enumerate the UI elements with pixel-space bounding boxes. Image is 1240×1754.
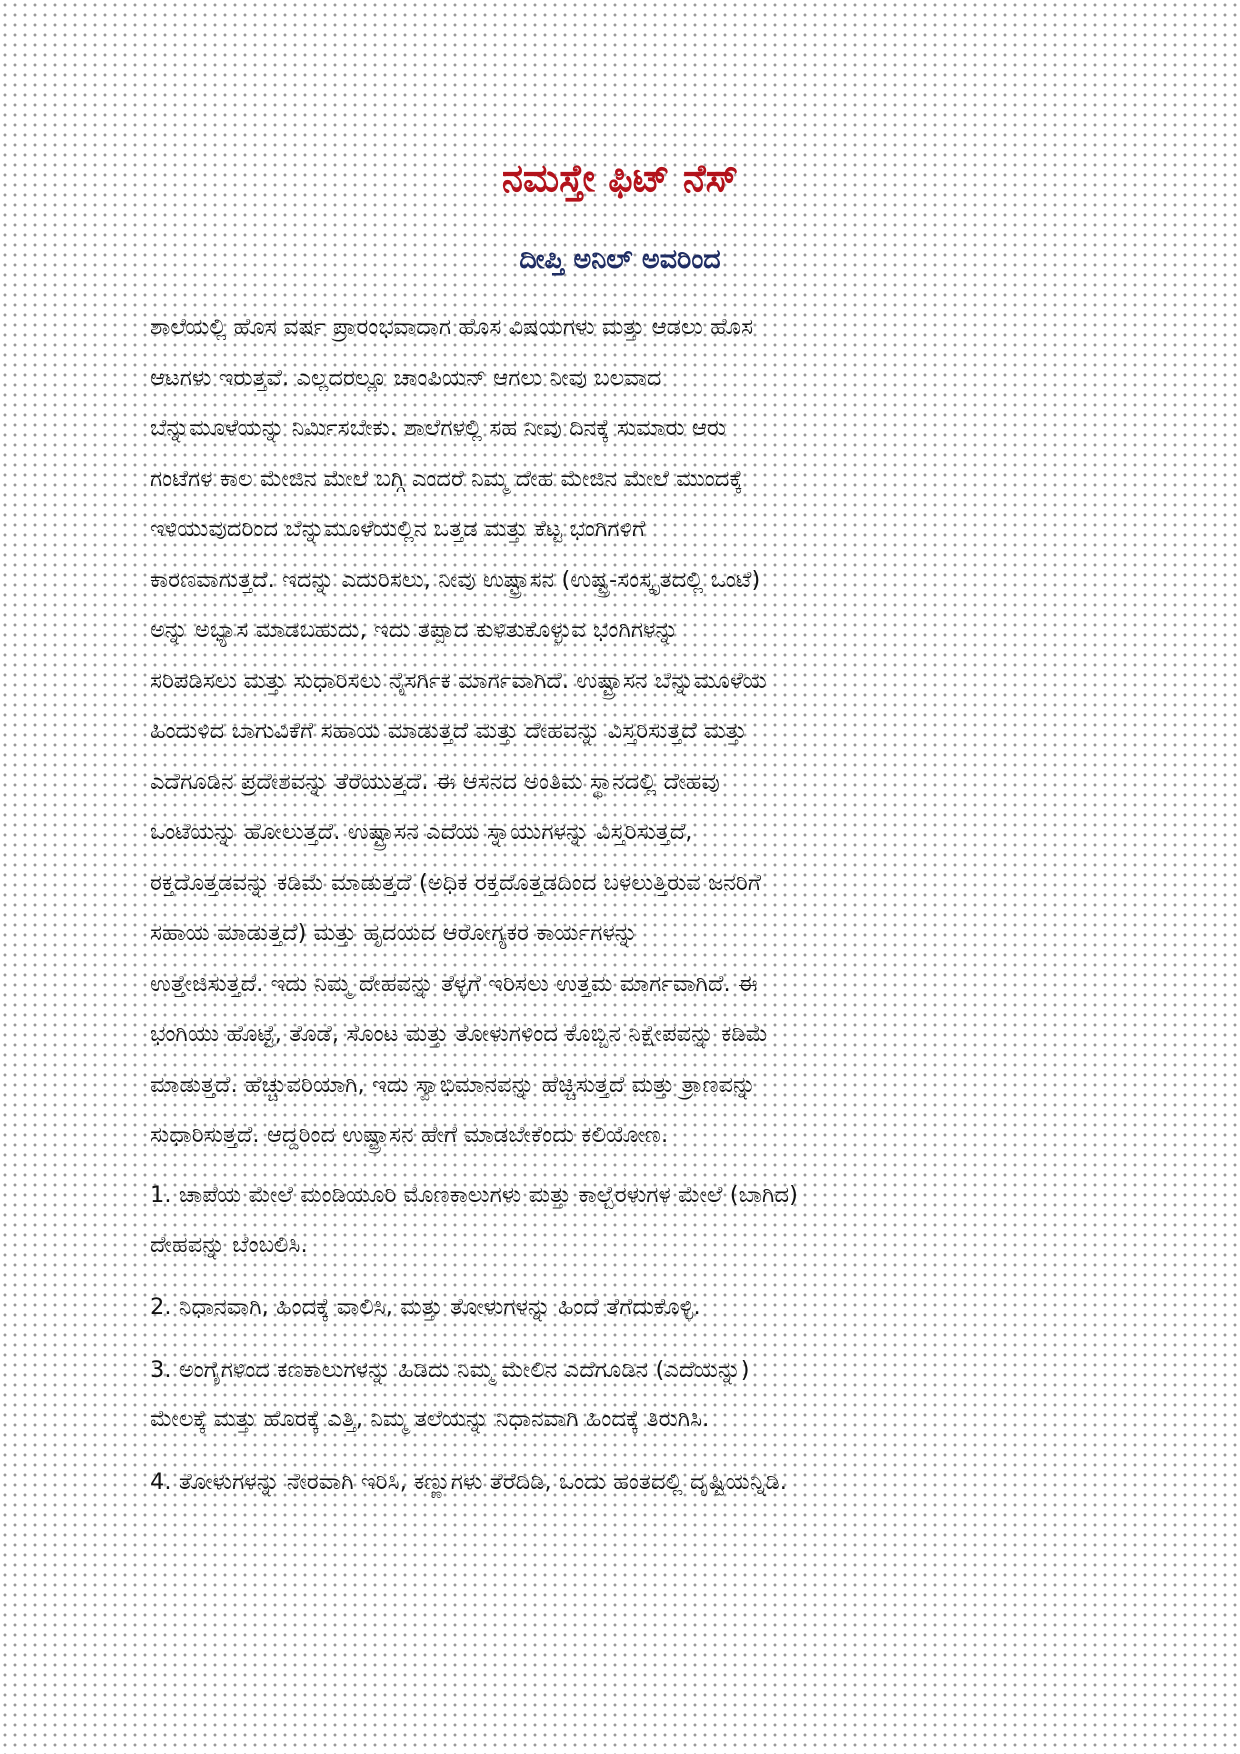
paragraph-line: ಸಹಾಯ ಮಾಡುತ್ತದೆ) ಮತ್ತು ಹೃದಯದ ಆರೋಗ್ಯಕರ ಕಾರ್ಯಗಳನ್ನು <box>150 920 638 946</box>
step-line: ದೇಹವನ್ನು ಬೆಂಬಲಿಸಿ. <box>150 1231 308 1258</box>
paragraph-line: ಬೆನ್ನುಮೂಳೆಯನ್ನು ನಿರ್ಮಿಸಬೇಕು. ಶಾಲೆಗಳಲ್ಲಿ ಸಹ ನೀವು ದಿನಕ್ಕೆ ಸುಮಾರು ಆರು <box>150 415 727 441</box>
paragraph-line: ಅನ್ನು ಅಭ್ಯಾಸ ಮಾಡಬಹುದು, ಇದು ತಪ್ಪಾದ ಕುಳಿತುಕೊಳ್ಳುವ ಭಂಗಿಗಳನ್ನು <box>150 617 679 643</box>
step-line: ಮೇಲಕ್ಕೆ ಮತ್ತು ಹೊರಕ್ಕೆ ಎತ್ತಿ, ನಿಮ್ಮ ತಲೆಯನ್ನು ನಿಧಾನವಾಗಿ ಹಿಂದಕ್ಕೆ ತಿರುಗಿಸಿ. <box>150 1406 710 1432</box>
pose-step-4 <box>150 1458 1090 1508</box>
paragraph-line: ಮಾಡುತ್ತದೆ. ಹೆಚ್ಚುವರಿಯಾಗಿ, ಇದು ಸ್ವಾಭಿಮಾನವನ್ನು ಹೆಚ್ಚಿಸುತ್ತದೆ ಮತ್ತು ತ್ರಾಣವನ್ನು <box>150 1071 756 1098</box>
pose-step-1 <box>150 1171 1090 1270</box>
paragraph-line: ಕಾರಣವಾಗುತ್ತದೆ. ಇದನ್ನು ಎದುರಿಸಲು, ನೀವು ಉಷ್ಟ್ರಾಸನ (ಉಷ್ಟ್ರ-ಸಂಸ್ಕೃತದಲ್ಲಿ ಒಂಟೆ) <box>150 566 761 593</box>
pose-step-2 <box>150 1283 1090 1333</box>
paragraph-line: ಶಾಲೆಯಲ್ಲಿ ಹೊಸ ವರ್ಷ ಪ್ರಾರಂಭವಾದಾಗ ಹೊಸ ವಿಷಯಗಳು ಮತ್ತು ಆಡಲು ಹೊಸ <box>150 314 754 340</box>
article-paragraph <box>150 302 1090 1161</box>
paragraph-line: ಗಂಟೆಗಳ ಕಾಲ ಮೇಜಿನ ಮೇಲೆ ಬಗ್ಗಿ ಎಂದರೆ ನಿಮ್ಮ ದೇಹ ಮೇಜಿನ ಮೇಲೆ ಮುಂದಕ್ಕೆ <box>150 465 743 492</box>
step-line: 1. ಚಾಪೆಯ ಮೇಲೆ ಮಂಡಿಯೂರಿ ಮೊಣಕಾಲುಗಳು ಮತ್ತು ಕಾಲ್ಬೆರಳುಗಳ ಮೇಲೆ (ಬಾಗಿದ) <box>150 1182 798 1208</box>
document-title: ನಮಸ್ತೇ ಫಿಟ್ ನೆಸ್ <box>501 156 739 200</box>
paragraph-line: ಎದೆಗೂಡಿನ ಪ್ರದೇಶವನ್ನು ತೆರೆಯುತ್ತದೆ. ಈ ಆಸನದ ಅಂತಿಮ ಸ್ಥಾನದಲ್ಲಿ ದೇಹವು <box>150 768 720 795</box>
author-byline: ದೀಪ್ತಿ ಅನಿಲ್ ಅವರಿಂದ <box>519 244 721 275</box>
paragraph-line: ಹಿಂದುಳಿದ ಬಾಗುವಿಕೆಗೆ ಸಹಾಯ ಮಾಡುತ್ತದೆ ಮತ್ತು ದೇಹವನ್ನು ವಿಸ್ತರಿಸುತ್ತದೆ ಮತ್ತು <box>150 718 747 744</box>
pose-step-3 <box>150 1346 1090 1445</box>
step-line: 2. ನಿಧಾನವಾಗಿ, ಹಿಂದಕ್ಕೆ ವಾಲಿಸಿ, ಮತ್ತು ತೋಳುಗಳನ್ನು ಹಿಂದೆ ತೆಗೆದುಕೊಳ್ಳಿ. <box>150 1294 701 1320</box>
step-line: 3. ಅಂಗೈಗಳಿಂದ ಕಣಕಾಲುಗಳನ್ನು ಹಿಡಿದು ನಿಮ್ಮ ಮೇಲಿನ ಎದೆಗೂಡಿನ (ಎದೆಯನ್ನು) <box>150 1356 750 1383</box>
paragraph-line: ಭಂಗಿಯು ಹೊಟ್ಟೆ, ತೊಡೆ, ಸೊಂಟ ಮತ್ತು ತೋಳುಗಳಿಂದ ಕೊಬ್ಬಿನ ನಿಕ್ಷೇಪವನ್ನು ಕಡಿಮೆ <box>150 1021 769 1047</box>
paragraph-line: ರಕ್ತದೊತ್ತಡವನ್ನು ಕಡಿಮೆ ಮಾಡುತ್ತದೆ (ಅಧಿಕ ರಕ್ತದೊತ್ತಡದಿಂದ ಬಳಲುತ್ತಿರುವ ಜನರಿಗೆ <box>150 869 762 896</box>
paragraph-line: ಇಳಿಯುವುದರಿಂದ ಬೆನ್ನುಮೂಳೆಯಲ್ಲಿನ ಒತ್ತಡ ಮತ್ತು ಕೆಟ್ಟ ಭಂಗಿಗಳಿಗೆ <box>150 516 646 542</box>
paragraph-line: ಸರಿಪಡಿಸಲು ಮತ್ತು ಸುಧಾರಿಸಲು ನೈಸರ್ಗಿಕ ಮಾರ್ಗವಾಗಿದೆ. ಉಷ್ಟ್ರಾಸನ ಬೆನ್ನುಮೂಳೆಯ <box>150 667 767 694</box>
paragraph-line: ಆಟಗಳು ಇರುತ್ತವೆ. ಎಲ್ಲದರಲ್ಲೂ ಚಾಂಪಿಯನ್ ಆಗಲು ನೀವು ಬಲವಾದ <box>150 364 662 391</box>
pose-steps-list <box>150 1171 1090 1520</box>
paragraph-line: ಒಂಟೆಯನ್ನು ಹೋಲುತ್ತದೆ. ಉಷ್ಟ್ರಾಸನ ಎದೆಯ ಸ್ನಾಯುಗಳನ್ನು ವಿಸ್ತರಿಸುತ್ತದೆ, <box>150 819 693 845</box>
step-line: 4. ತೋಳುಗಳನ್ನು ನೇರವಾಗಿ ಇರಿಸಿ, ಕಣ್ಣುಗಳು ತೆರೆದಿಡಿ, ಒಂದು ಹಂತದಲ್ಲಿ ದೃಷ್ಟಿಯನ್ನಿಡಿ. <box>150 1468 788 1495</box>
paragraph-line: ಸುಧಾರಿಸುತ್ತದೆ. ಆದ್ದರಿಂದ ಉಷ್ಟ್ರಾಸನ ಹೇಗೆ ಮಾಡಬೇಕೆಂದು ಕಲಿಯೋಣ. <box>150 1122 669 1148</box>
paragraph-line: ಉತ್ತೇಜಿಸುತ್ತದೆ. ಇದು ನಿಮ್ಮ ದೇಹವನ್ನು ತೆಳ್ಳಗೆ ಇರಿಸಲು ಉತ್ತಮ ಮಾರ್ಗವಾಗಿದೆ. ಈ <box>150 970 758 997</box>
